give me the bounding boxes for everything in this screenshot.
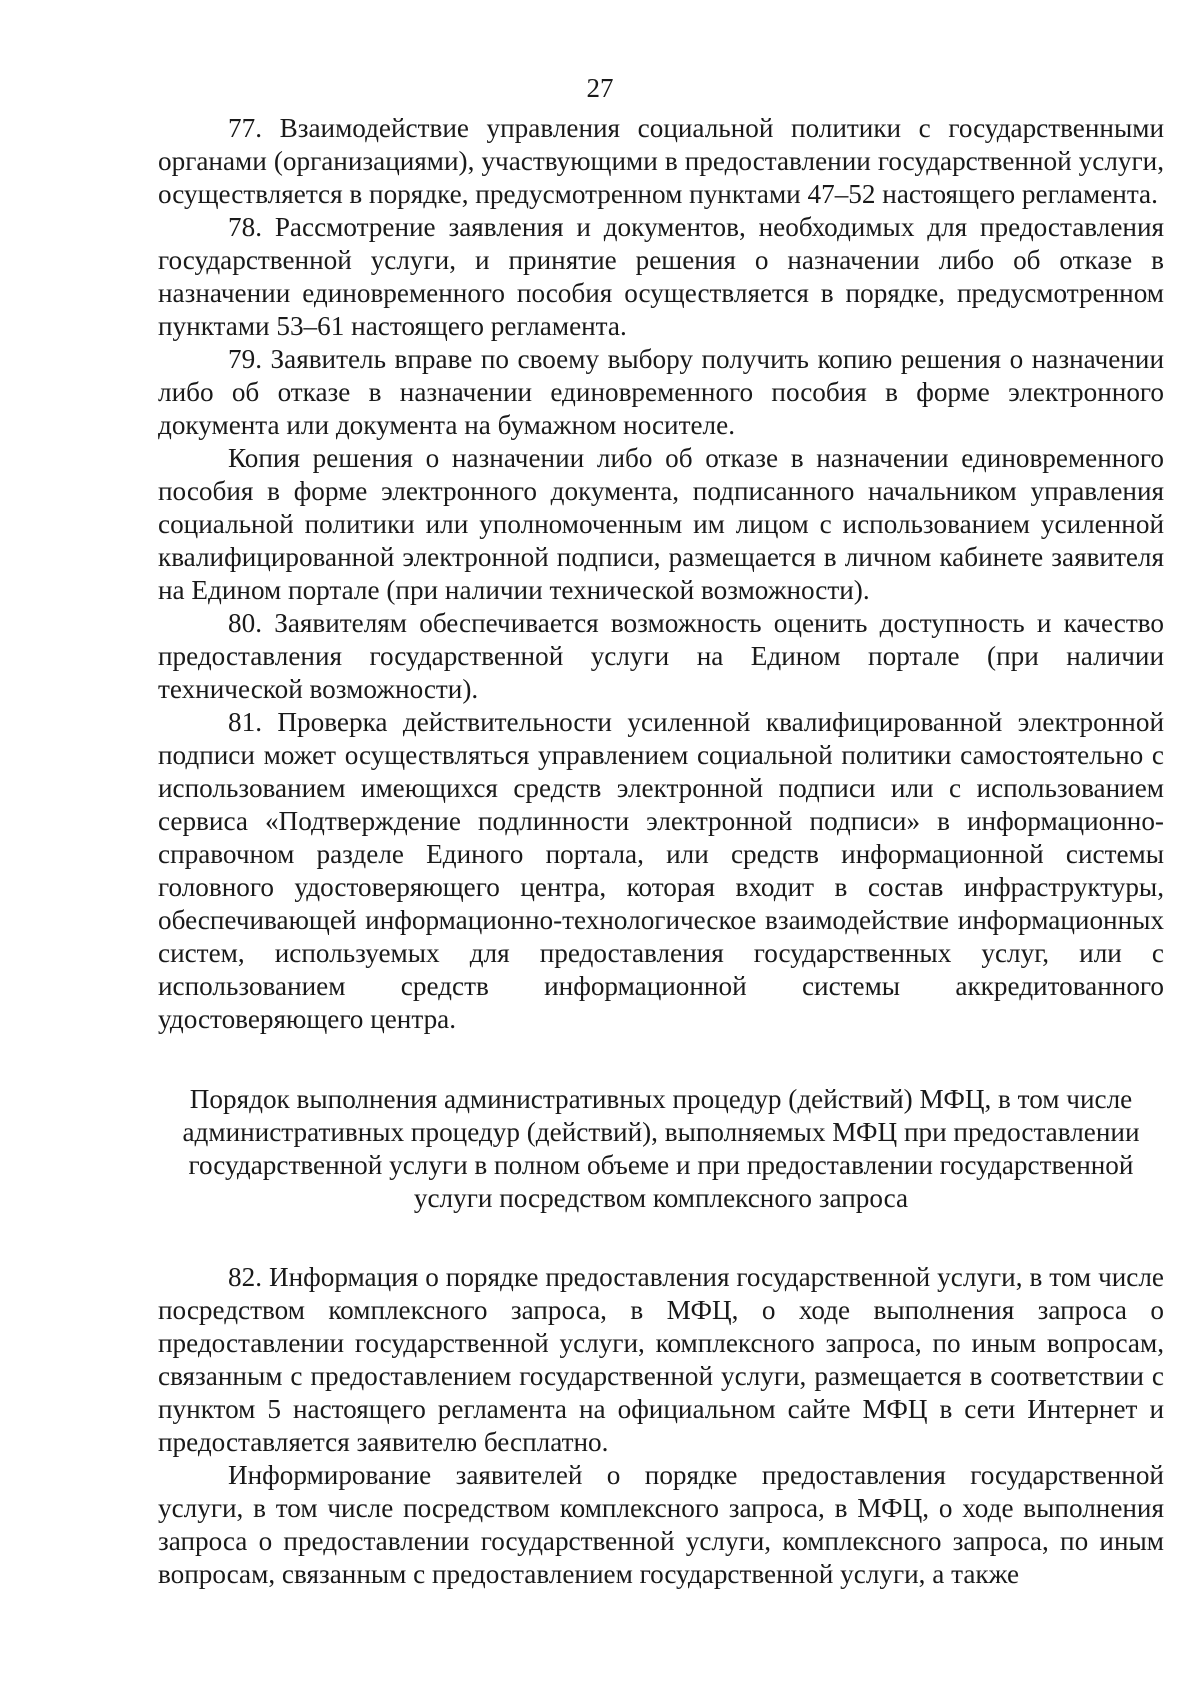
paragraph-78: 78. Рассмотрение заявления и документов, необходимых для предоставления государственной услуги, и принятие решения о назначении либо об отказе в назначении единовременного пособия осуществляется в порядке, предусмотренном пунктами 53–61 настоящего регламента.: [158, 212, 1164, 341]
paragraph-82: 82. Информация о порядке предоставления государственной услуги, в том числе посредством комплексного запроса, в МФЦ, о ходе выполнения запроса о предоставлении государственной услуги, комплексного запроса, по иным вопросам, связанным с предоставлением государственной услуги, размещается в соответствии с пунктом 5 настоящего регламента на официальном сайте МФЦ в сети Интернет и предоставляется заявителю бесплатно.: [158, 1262, 1164, 1457]
paragraph-79-copy-decision: Копия решения о назначении либо об отказе в назначении единовременного пособия в форме электронного документа, подписанного начальником управления социальной политики или уполномоченным им лицом с использованием усиленной квалифицированной электронной подписи, размещается в личном кабинете заявителя на Едином портале (при наличии технической возможности).: [158, 443, 1164, 605]
paragraph-77: 77. Взаимодействие управления социальной политики с государственными органами (организациями), участвующими в предоставлении государственной услуги, осуществляется в порядке, предусмотренном пунктами 47–52 настоящего регламента.: [158, 113, 1164, 209]
document-body: [158, 112, 1164, 1591]
paragraph-82-informing: Информирование заявителей о порядке предоставления государственной услуги, в том числе посредством комплексного запроса, в МФЦ, о ходе выполнения запроса о предоставлении государственной услуги, комплексного запроса, по иным вопросам, связанным с предоставлением государственной услуги, а также: [158, 1460, 1164, 1589]
section-heading-mfc-procedures: Порядок выполнения административных процедур (действий) МФЦ, в том числе административных процедур (действий), выполняемых МФЦ при предоставлении государственной услуги в полном объеме и при предоставлении государственной услуги посредством комплексного запроса: [182, 1084, 1140, 1213]
paragraph-80: 80. Заявителям обеспечивается возможность оценить доступность и качество предоставления государственной услуги на Едином портале (при наличии технической возможности).: [158, 608, 1164, 704]
paragraph-79: 79. Заявитель вправе по своему выбору получить копию решения о назначении либо об отказе в назначении единовременного пособия в форме электронного документа или документа на бумажном носителе.: [158, 344, 1164, 440]
paragraph-81: 81. Проверка действительности усиленной квалифицированной электронной подписи может осуществляться управлением социальной политики самостоятельно с использованием имеющихся средств электронной подписи или с использованием сервиса «Подтверждение подлинности электронной подписи» в информационно-справочном разделе Единого портала, или средств информационной системы головного удостоверяющего центра, которая входит в состав инфраструктуры, обеспечивающей информационно-технологическое взаимодействие информационных систем, используемых для предоставления государственных услуг, или с использованием средств информационной системы аккредитованного удостоверяющего центра.: [158, 707, 1164, 1034]
page-number: 27: [586, 73, 614, 103]
